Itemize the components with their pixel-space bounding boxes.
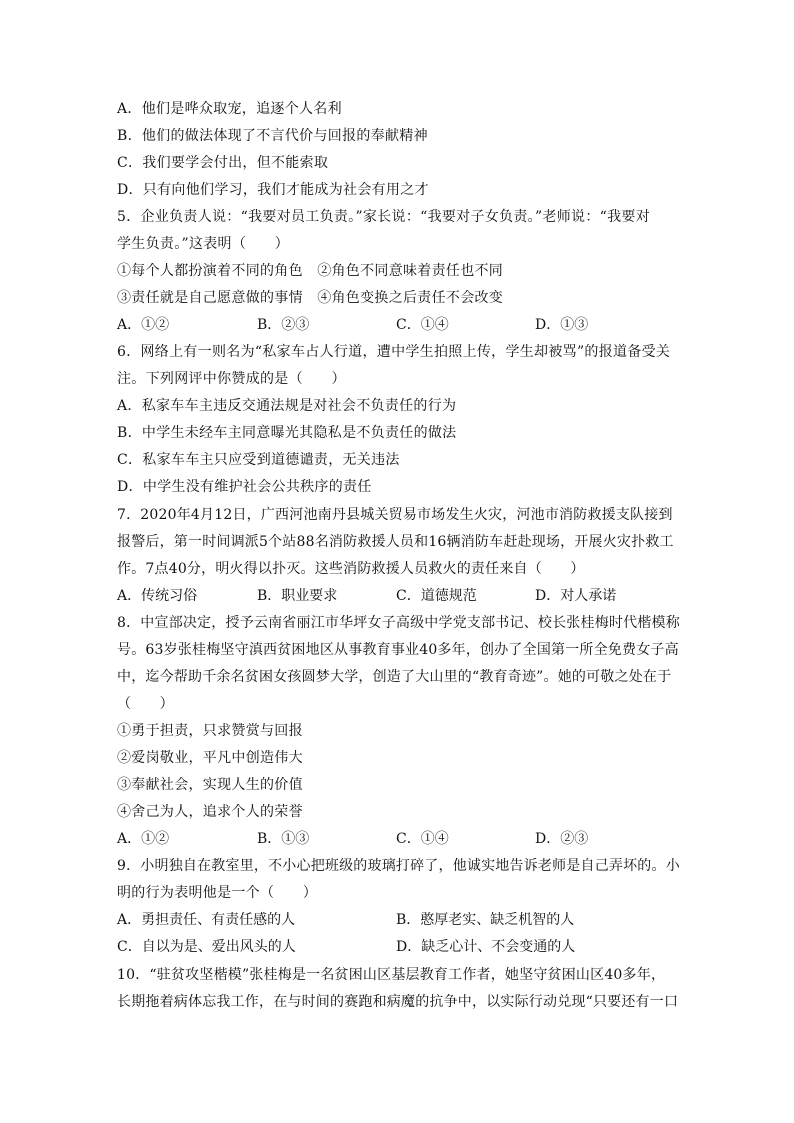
q9-options-row-1 <box>117 907 687 934</box>
q8-option-a: A．①② <box>117 831 170 847</box>
q8-statement-2: ②爱岗敬业，平凡中创造伟大 <box>117 750 303 766</box>
q4-option-c: C．我们要学会付出，但不能索取 <box>117 155 329 171</box>
q5-stem-line-2: 学生负责。”这表明（ ） <box>117 236 290 252</box>
q7-option-d: D．对人承诺 <box>535 588 617 604</box>
q8-option-c: C．①④ <box>396 831 449 847</box>
q4-option-b: B．他们的做法体现了不言代价与回报的奉献精神 <box>117 128 428 144</box>
q4-option-a: A．他们是哗众取宠，追逐个人名利 <box>117 101 342 117</box>
q8-statement-4: ④舍己为人，追求个人的荣誉 <box>117 804 303 820</box>
q4-option-d: D．只有向他们学习，我们才能成为社会有用之才 <box>117 182 429 198</box>
q7-stem-line-3: 作。7点40分，明火得以扑灭。这些消防救援人员救火的责任来自（ ） <box>117 561 585 577</box>
q5-statements-line-1: ①每个人都扮演着不同的角色 ②角色不同意味着责任也不同 <box>117 263 504 279</box>
q8-stem-line-2: 号。63岁张桂梅坚守滇西贫困地区从事教育事业40多年，创办了全国第一所全免费女子高 <box>117 642 679 658</box>
q8-option-d: D．②③ <box>535 831 589 847</box>
q6-stem-line-2: 注。下列网评中你赞成的是（ ） <box>117 371 346 387</box>
q9-stem-line-2: 明的行为表明他是一个（ ） <box>117 885 318 901</box>
q8-option-b: B．①③ <box>257 831 310 847</box>
q9-stem-line-1: 9．小明独自在教室里，不小心把班级的玻璃打碎了，他诚实地告诉老师是自己弄坏的。小 <box>117 858 680 874</box>
q8-stem-line-3: 中，迄今帮助千余名贫困女孩圆梦大学，创造了大山里的“教育奇迹”。她的可敬之处在于 <box>117 669 672 685</box>
q9-option-a: A．勇担责任、有责任感的人 <box>117 912 296 928</box>
q10-stem-line-2: 长期拖着病体忘我工作，在与时间的赛跑和病魔的抗争中，以实际行动兑现“只要还有一口 <box>117 994 679 1010</box>
q6-option-c: C．私家车车主只应受到道德谴责，无关违法 <box>117 452 400 468</box>
q7-option-a: A．传统习俗 <box>117 588 198 604</box>
q7-option-b: B．职业要求 <box>257 588 338 604</box>
q9-options-row-2 <box>117 934 687 961</box>
q5-stem-line-1: 5．企业负责人说：“我要对员工负责。”家长说：“我要对子女负责。”老师说：“我要对 <box>117 209 650 225</box>
q6-stem-line-1: 6．网络上有一则名为“私家车占人行道，遭中学生拍照上传，学生却被骂”的报道备受关 <box>117 344 671 360</box>
q8-statement-1: ①勇于担责，只求赞赏与回报 <box>117 723 303 739</box>
q6-option-a: A．私家车车主违反交通法规是对社会不负责任的行为 <box>117 398 457 414</box>
q5-options-row <box>117 312 687 339</box>
q9-option-b: B．憨厚老实、缺乏机智的人 <box>396 912 575 928</box>
q10-stem-line-1: 10．“驻贫攻坚楷模”张桂梅是一名贫困山区基层教育工作者，她坚守贫困山区40多年， <box>117 967 666 983</box>
q9-option-c: C．自以为是、爱出风头的人 <box>117 939 296 955</box>
q7-stem-line-2: 报警后，第一时间调派5个站88名消防救援人员和16辆消防车赶赴现场，开展火灾扑救工 <box>117 534 674 550</box>
q9-option-d: D．缺乏心计、不会变通的人 <box>396 939 576 955</box>
q8-statement-3: ③奉献社会，实现人生的价值 <box>117 777 303 793</box>
q5-option-b: B．②③ <box>257 317 310 333</box>
q8-options-row <box>117 826 687 853</box>
q8-stem-line-1: 8．中宣部决定，授予云南省丽江市华坪女子高级中学党支部书记、校长张桂梅时代楷模称 <box>117 615 680 631</box>
q7-option-c: C．道德规范 <box>396 588 477 604</box>
q6-option-b: B．中学生未经车主同意曝光其隐私是不负责任的做法 <box>117 425 457 441</box>
q8-stem-line-4: （ ） <box>117 696 174 712</box>
q7-options-row <box>117 583 687 610</box>
q5-statements-line-2: ③责任就是自己愿意做的事情 ④角色变换之后责任不会改变 <box>117 290 504 306</box>
q5-option-a: A．①② <box>117 317 170 333</box>
q5-option-c: C．①④ <box>396 317 449 333</box>
q5-option-d: D．①③ <box>535 317 589 333</box>
q6-option-d: D．中学生没有维护社会公共秩序的责任 <box>117 479 372 495</box>
q7-stem-line-1: 7．2020年4月12日，广西河池南丹县城关贸易市场发生火灾，河池市消防救援支队接到 <box>117 507 673 523</box>
